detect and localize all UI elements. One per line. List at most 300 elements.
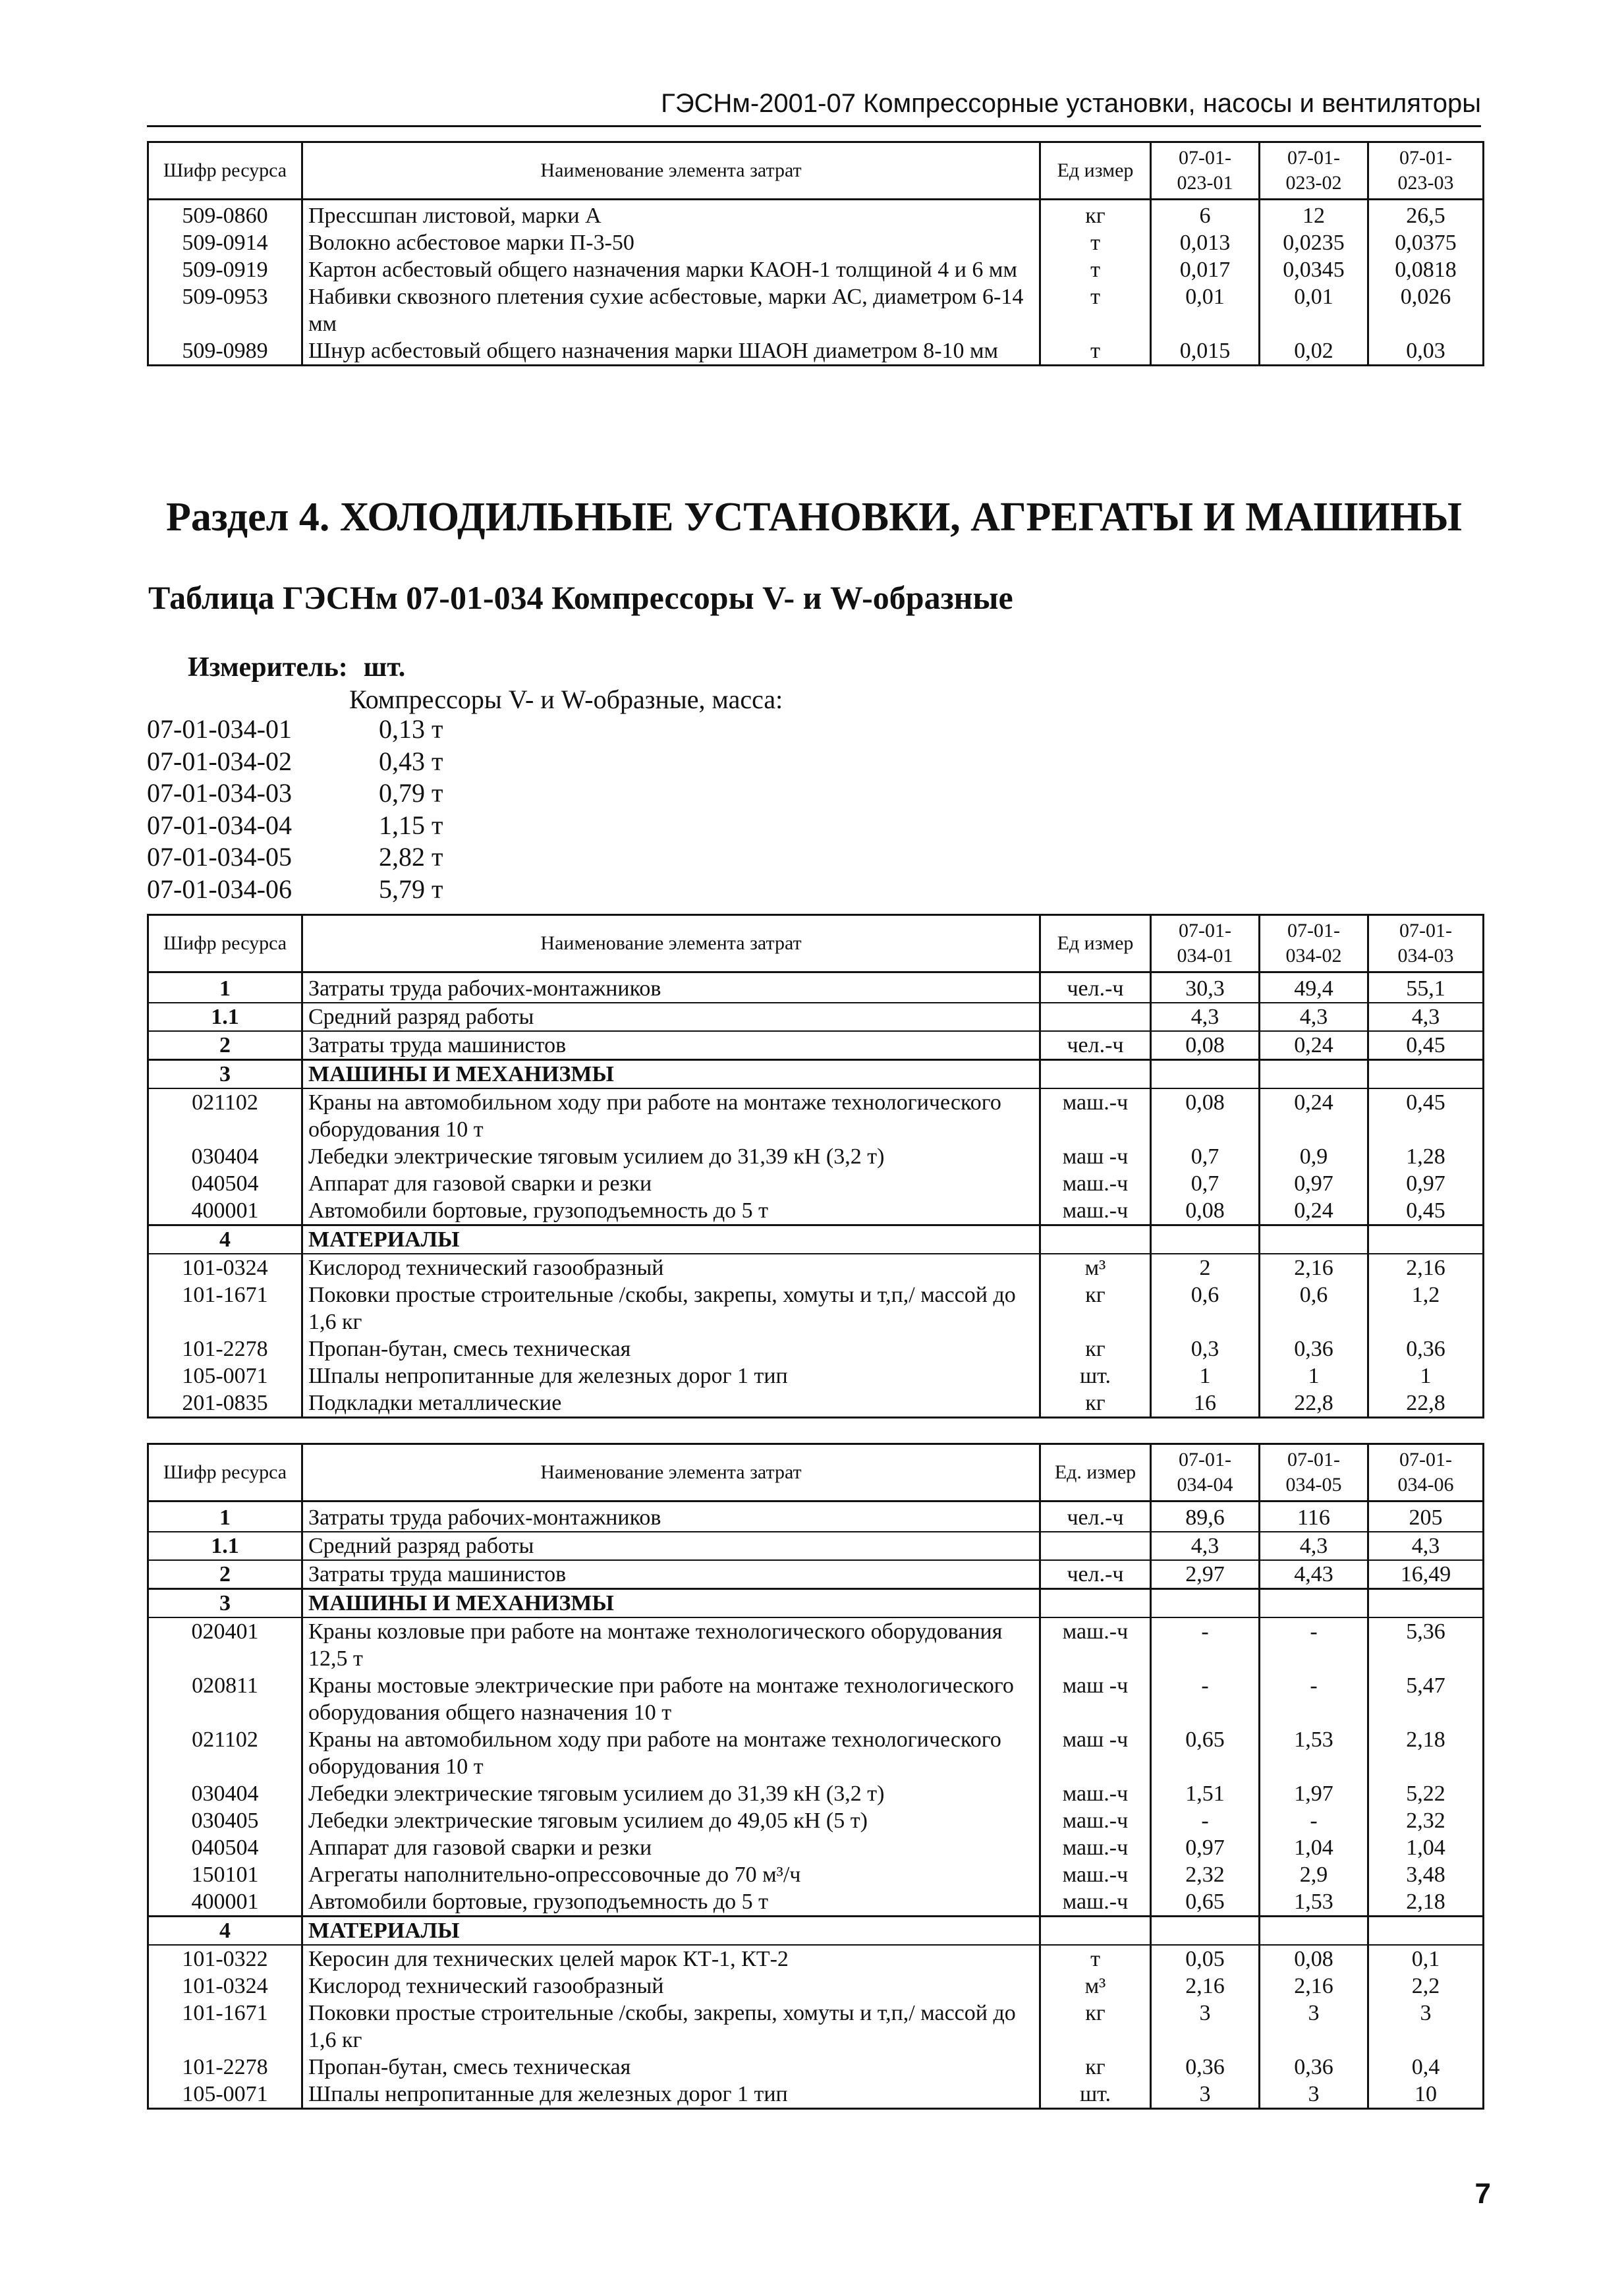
- cost-element-name: Прессшпан листовой, марки А: [302, 200, 1040, 230]
- unit: т: [1040, 337, 1151, 366]
- mass-row: [147, 746, 443, 778]
- value-col-1: 0,013: [1151, 229, 1260, 256]
- table-row: [148, 200, 1484, 230]
- value-col-3: [1368, 1225, 1484, 1254]
- unit: кг: [1040, 1389, 1151, 1418]
- value-col-2: [1260, 1225, 1368, 1254]
- value-col-3: 0,45: [1368, 1088, 1484, 1143]
- table-row: [148, 1197, 1484, 1225]
- resource-code: 105-0071: [148, 1362, 302, 1389]
- column-header-value-col-3: 07-01- 023-03: [1368, 142, 1484, 200]
- unit: м³: [1040, 1973, 1151, 2000]
- value-col-3: 1: [1368, 1362, 1484, 1389]
- column-header-resource-code: Шифр ресурса: [148, 915, 302, 972]
- resource-code: 509-0953: [148, 283, 302, 337]
- table-row: [148, 1560, 1484, 1589]
- column-header-value-col-3: 07-01- 034-06: [1368, 1444, 1484, 1501]
- value-col-1: [1151, 1589, 1260, 1618]
- unit: [1040, 1060, 1151, 1089]
- value-col-1: 0,36: [1151, 2054, 1260, 2081]
- value-col-3: [1368, 1589, 1484, 1618]
- cost-element-name: Краны мостовые электрические при работе на монтаже технологического оборудования общего назначения 10 т: [302, 1672, 1040, 1726]
- mass-row: [147, 841, 443, 874]
- value-col-2: 12: [1260, 200, 1368, 230]
- value-col-1: 0,08: [1151, 1197, 1260, 1225]
- unit: т: [1040, 256, 1151, 283]
- table-row: [148, 1861, 1484, 1888]
- unit: м³: [1040, 1254, 1151, 1281]
- unit: чел.-ч: [1040, 1501, 1151, 1532]
- value-col-3: 10: [1368, 2081, 1484, 2109]
- value-col-1: 89,6: [1151, 1501, 1260, 1532]
- column-header-cost-element-name: Наименование элемента затрат: [302, 142, 1040, 200]
- header-row: [148, 142, 1484, 200]
- value-col-2: 0,01: [1260, 283, 1368, 337]
- cost-element-name: МАШИНЫ И МЕХАНИЗМЫ: [302, 1589, 1040, 1618]
- value-col-2: 1,04: [1260, 1834, 1368, 1861]
- mass-code: 07-01-034-03: [147, 778, 292, 808]
- value-col-3: 2,16: [1368, 1254, 1484, 1281]
- table-row: [148, 1254, 1484, 1281]
- cost-element-name: Шпалы непропитанные для железных дорог 1 тип: [302, 2081, 1040, 2109]
- section-title: Раздел 4. ХОЛОДИЛЬНЫЕ УСТАНОВКИ, АГРЕГАТЫ И МАШИНЫ: [166, 495, 1462, 540]
- value-col-1: -: [1151, 1617, 1260, 1672]
- meter-value: шт.: [363, 652, 406, 683]
- table-row: [148, 1617, 1484, 1672]
- value-col-2: 0,9: [1260, 1143, 1368, 1170]
- value-col-1: 0,7: [1151, 1170, 1260, 1197]
- unit: маш.-ч: [1040, 1170, 1151, 1197]
- table-row: [148, 1225, 1484, 1254]
- resource-code: 040504: [148, 1170, 302, 1197]
- table-row: [148, 1726, 1484, 1780]
- value-col-3: [1368, 1917, 1484, 1946]
- cost-element-name: Набивки сквозного плетения сухие асбестовые, марки АС, диаметром 6-14 мм: [302, 283, 1040, 337]
- mass-row: [147, 810, 443, 842]
- mass-header: Компрессоры V- и W-образные, масса:: [349, 685, 783, 714]
- value-col-1: [1151, 1225, 1260, 1254]
- table-row: [148, 1501, 1484, 1532]
- table-row: [148, 2000, 1484, 2054]
- value-col-2: 0,24: [1260, 1031, 1368, 1060]
- cost-element-name: Затраты труда машинистов: [302, 1031, 1040, 1060]
- cost-element-name: Автомобили бортовые, грузоподъемность до 5 т: [302, 1888, 1040, 1917]
- cost-element-name: Шнур асбестовый общего назначения марки ШАОН диаметром 8-10 мм: [302, 337, 1040, 366]
- column-header-value-col-1: 07-01- 023-01: [1151, 142, 1260, 200]
- mass-value: 2,82 т: [379, 842, 443, 872]
- unit: маш.-ч: [1040, 1807, 1151, 1834]
- cost-element-name: Затраты труда машинистов: [302, 1560, 1040, 1589]
- table-row: [148, 1589, 1484, 1618]
- resource-code: 101-2278: [148, 1335, 302, 1362]
- value-col-3: 1,2: [1368, 1281, 1484, 1335]
- value-col-3: 5,22: [1368, 1780, 1484, 1807]
- unit: кг: [1040, 200, 1151, 230]
- value-col-1: 0,05: [1151, 1945, 1260, 1973]
- column-header-unit: Ед измер: [1040, 142, 1151, 200]
- meter: [188, 651, 405, 684]
- value-col-1: -: [1151, 1672, 1260, 1726]
- table-row: [148, 1170, 1484, 1197]
- value-col-1: 4,3: [1151, 1532, 1260, 1560]
- resource-code: 1: [148, 972, 302, 1003]
- unit: [1040, 1589, 1151, 1618]
- value-col-1: 0,6: [1151, 1281, 1260, 1335]
- cost-element-name: Средний разряд работы: [302, 1003, 1040, 1031]
- resource-code: 509-0989: [148, 337, 302, 366]
- cost-element-name: Поковки простые строительные /скобы, закрепы, хомуты и т,п,/ массой до 1,6 кг: [302, 2000, 1040, 2054]
- value-col-3: 0,0375: [1368, 229, 1484, 256]
- value-col-1: 3: [1151, 2000, 1260, 2054]
- resource-code: 3: [148, 1589, 302, 1618]
- cost-element-name: МАТЕРИАЛЫ: [302, 1917, 1040, 1946]
- cost-element-name: Пропан-бутан, смесь техническая: [302, 1335, 1040, 1362]
- unit: маш -ч: [1040, 1726, 1151, 1780]
- unit: [1040, 1225, 1151, 1254]
- value-col-3: 55,1: [1368, 972, 1484, 1003]
- mass-value: 0,43 т: [379, 746, 443, 776]
- value-col-1: 0,015: [1151, 337, 1260, 366]
- mass-code: 07-01-034-04: [147, 810, 292, 840]
- value-col-3: 1,04: [1368, 1834, 1484, 1861]
- value-col-1: 0,7: [1151, 1143, 1260, 1170]
- running-header: ГЭСНм-2001-07 Компрессорные установки, насосы и вентиляторы: [147, 84, 1481, 127]
- value-col-2: 0,36: [1260, 2054, 1368, 2081]
- resource-code: 101-2278: [148, 2054, 302, 2081]
- resource-code: 201-0835: [148, 1389, 302, 1418]
- unit: маш.-ч: [1040, 1088, 1151, 1143]
- value-col-2: 0,0345: [1260, 256, 1368, 283]
- cost-element-name: Аппарат для газовой сварки и резки: [302, 1834, 1040, 1861]
- value-col-2: 22,8: [1260, 1389, 1368, 1418]
- value-col-1: 4,3: [1151, 1003, 1260, 1031]
- resource-code: 021102: [148, 1726, 302, 1780]
- value-col-1: 0,97: [1151, 1834, 1260, 1861]
- column-header-value-col-2: 07-01- 034-05: [1260, 1444, 1368, 1501]
- value-col-2: 1: [1260, 1362, 1368, 1389]
- value-col-1: 3: [1151, 2081, 1260, 2109]
- value-col-1: 2: [1151, 1254, 1260, 1281]
- value-col-2: 0,6: [1260, 1281, 1368, 1335]
- resource-code: 509-0919: [148, 256, 302, 283]
- unit: маш.-ч: [1040, 1197, 1151, 1225]
- column-header-value-col-1: 07-01- 034-01: [1151, 915, 1260, 972]
- resource-code: 1.1: [148, 1003, 302, 1031]
- unit: [1040, 1003, 1151, 1031]
- value-col-3: 0,0818: [1368, 256, 1484, 283]
- value-col-3: 2,32: [1368, 1807, 1484, 1834]
- value-col-1: 0,65: [1151, 1888, 1260, 1917]
- table-row: [148, 1362, 1484, 1389]
- mass-code: 07-01-034-05: [147, 842, 292, 872]
- cost-element-name: Средний разряд работы: [302, 1532, 1040, 1560]
- value-col-2: 4,3: [1260, 1003, 1368, 1031]
- table-row: [148, 1281, 1484, 1335]
- column-header-value-col-2: 07-01- 034-02: [1260, 915, 1368, 972]
- cost-element-name: Кислород технический газообразный: [302, 1254, 1040, 1281]
- unit: шт.: [1040, 2081, 1151, 2109]
- cost-element-name: Агрегаты наполнительно-опрессовочные до 70 м³/ч: [302, 1861, 1040, 1888]
- resource-code: 030405: [148, 1807, 302, 1834]
- cost-element-name: Краны козловые при работе на монтаже технологического оборудования 12,5 т: [302, 1617, 1040, 1672]
- resource-table-023: [147, 141, 1484, 366]
- value-col-2: 4,3: [1260, 1532, 1368, 1560]
- value-col-2: 3: [1260, 2000, 1368, 2054]
- mass-row: [147, 777, 443, 810]
- cost-element-name: МАТЕРИАЛЫ: [302, 1225, 1040, 1254]
- table-row: [148, 1088, 1484, 1143]
- cost-element-name: Аппарат для газовой сварки и резки: [302, 1170, 1040, 1197]
- value-col-1: -: [1151, 1807, 1260, 1834]
- value-col-2: [1260, 1060, 1368, 1089]
- table-row: [148, 1834, 1484, 1861]
- value-col-3: 16,49: [1368, 1560, 1484, 1589]
- value-col-1: 0,08: [1151, 1031, 1260, 1060]
- resource-code: 101-0324: [148, 1254, 302, 1281]
- value-col-1: [1151, 1060, 1260, 1089]
- value-col-1: 0,08: [1151, 1088, 1260, 1143]
- value-col-3: 2,18: [1368, 1888, 1484, 1917]
- value-col-1: 2,16: [1151, 1973, 1260, 2000]
- column-header-value-col-3: 07-01- 034-03: [1368, 915, 1484, 972]
- resource-code: 400001: [148, 1197, 302, 1225]
- value-col-3: 4,3: [1368, 1532, 1484, 1560]
- column-header-value-col-1: 07-01- 034-04: [1151, 1444, 1260, 1501]
- value-col-2: [1260, 1589, 1368, 1618]
- resource-code: 400001: [148, 1888, 302, 1917]
- unit: т: [1040, 1945, 1151, 1973]
- cost-element-name: Лебедки электрические тяговым усилием до 49,05 кН (5 т): [302, 1807, 1040, 1834]
- value-col-3: 2,18: [1368, 1726, 1484, 1780]
- value-col-2: -: [1260, 1807, 1368, 1834]
- meter-label: Измеритель:: [188, 652, 348, 683]
- resource-code: 030404: [148, 1780, 302, 1807]
- cost-element-name: Поковки простые строительные /скобы, закрепы, хомуты и т,п,/ массой до 1,6 кг: [302, 1281, 1040, 1335]
- table-row: [148, 2081, 1484, 2109]
- column-header-cost-element-name: Наименование элемента затрат: [302, 1444, 1040, 1501]
- cost-element-name: Шпалы непропитанные для железных дорог 1 тип: [302, 1362, 1040, 1389]
- cost-element-name: Лебедки электрические тяговым усилием до 31,39 кН (3,2 т): [302, 1780, 1040, 1807]
- unit: т: [1040, 229, 1151, 256]
- cost-element-name: МАШИНЫ И МЕХАНИЗМЫ: [302, 1060, 1040, 1089]
- value-col-2: -: [1260, 1617, 1368, 1672]
- value-col-1: 0,01: [1151, 283, 1260, 337]
- value-col-1: 16: [1151, 1389, 1260, 1418]
- table-row: [148, 1807, 1484, 1834]
- value-col-3: 4,3: [1368, 1003, 1484, 1031]
- mass-list: [147, 714, 443, 905]
- table-row: [148, 1031, 1484, 1060]
- cost-element-name: Лебедки электрические тяговым усилием до 31,39 кН (3,2 т): [302, 1143, 1040, 1170]
- resource-code: 150101: [148, 1861, 302, 1888]
- value-col-2: 116: [1260, 1501, 1368, 1532]
- value-col-2: 0,02: [1260, 337, 1368, 366]
- resource-code: 3: [148, 1060, 302, 1089]
- table-row: [148, 972, 1484, 1003]
- value-col-3: 0,45: [1368, 1197, 1484, 1225]
- value-col-1: 0,017: [1151, 256, 1260, 283]
- column-header-value-col-2: 07-01- 023-02: [1260, 142, 1368, 200]
- value-col-1: 1: [1151, 1362, 1260, 1389]
- resource-code: 1.1: [148, 1532, 302, 1560]
- table-row: [148, 256, 1484, 283]
- value-col-3: 5,36: [1368, 1617, 1484, 1672]
- header-row: [148, 1444, 1484, 1501]
- unit: [1040, 1532, 1151, 1560]
- cost-element-name: Краны на автомобильном ходу при работе на монтаже технологического оборудования 10 т: [302, 1726, 1040, 1780]
- value-col-3: 1,28: [1368, 1143, 1484, 1170]
- value-col-3: 0,36: [1368, 1335, 1484, 1362]
- value-col-2: 2,9: [1260, 1861, 1368, 1888]
- resource-table-034-01-03: [147, 914, 1484, 1418]
- value-col-1: [1151, 1917, 1260, 1946]
- value-col-3: 22,8: [1368, 1389, 1484, 1418]
- column-header-resource-code: Шифр ресурса: [148, 142, 302, 200]
- value-col-1: 2,97: [1151, 1560, 1260, 1589]
- cost-element-name: Пропан-бутан, смесь техническая: [302, 2054, 1040, 2081]
- value-col-2: 0,24: [1260, 1197, 1368, 1225]
- resource-code: 509-0860: [148, 200, 302, 230]
- table-row: [148, 1389, 1484, 1418]
- value-col-1: 1,51: [1151, 1780, 1260, 1807]
- value-col-2: 3: [1260, 2081, 1368, 2109]
- header-row: [148, 915, 1484, 972]
- resource-code: 105-0071: [148, 2081, 302, 2109]
- value-col-3: 3: [1368, 2000, 1484, 2054]
- cost-element-name: Затраты труда рабочих-монтажников: [302, 972, 1040, 1003]
- value-col-3: 2,2: [1368, 1973, 1484, 2000]
- unit: чел.-ч: [1040, 1031, 1151, 1060]
- table-row: [148, 1945, 1484, 1973]
- value-col-2: 0,36: [1260, 1335, 1368, 1362]
- value-col-3: 0,4: [1368, 2054, 1484, 2081]
- value-col-3: 5,47: [1368, 1672, 1484, 1726]
- value-col-2: 0,0235: [1260, 229, 1368, 256]
- unit: маш -ч: [1040, 1672, 1151, 1726]
- value-col-1: 0,3: [1151, 1335, 1260, 1362]
- value-col-3: 205: [1368, 1501, 1484, 1532]
- value-col-2: 4,43: [1260, 1560, 1368, 1589]
- value-col-3: 0,026: [1368, 283, 1484, 337]
- unit: чел.-ч: [1040, 1560, 1151, 1589]
- table-row: [148, 1003, 1484, 1031]
- mass-row: [147, 714, 443, 746]
- cost-element-name: Краны на автомобильном ходу при работе на монтаже технологического оборудования 10 т: [302, 1088, 1040, 1143]
- table-row: [148, 1143, 1484, 1170]
- unit: кг: [1040, 2000, 1151, 2054]
- table-row: [148, 2054, 1484, 2081]
- resource-code: 2: [148, 1560, 302, 1589]
- value-col-1: 6: [1151, 200, 1260, 230]
- cost-element-name: Затраты труда рабочих-монтажников: [302, 1501, 1040, 1532]
- unit: маш.-ч: [1040, 1834, 1151, 1861]
- value-col-2: 49,4: [1260, 972, 1368, 1003]
- value-col-3: [1368, 1060, 1484, 1089]
- cost-element-name: Волокно асбестовое марки П-3-50: [302, 229, 1040, 256]
- value-col-3: 0,03: [1368, 337, 1484, 366]
- table-row: [148, 1532, 1484, 1560]
- unit: кг: [1040, 1335, 1151, 1362]
- cost-element-name: Кислород технический газообразный: [302, 1973, 1040, 2000]
- mass-value: 0,13 т: [379, 714, 443, 744]
- table-row: [148, 1672, 1484, 1726]
- unit: чел.-ч: [1040, 972, 1151, 1003]
- resource-code: 101-1671: [148, 2000, 302, 2054]
- resource-code: 4: [148, 1225, 302, 1254]
- table-row: [148, 337, 1484, 366]
- resource-code: 2: [148, 1031, 302, 1060]
- mass-code: 07-01-034-06: [147, 874, 292, 904]
- cost-element-name: Автомобили бортовые, грузоподъемность до 5 т: [302, 1197, 1040, 1225]
- unit: маш.-ч: [1040, 1780, 1151, 1807]
- mass-code: 07-01-034-02: [147, 746, 292, 776]
- unit: [1040, 1917, 1151, 1946]
- unit: маш.-ч: [1040, 1888, 1151, 1917]
- resource-code: 020401: [148, 1617, 302, 1672]
- table-row: [148, 1888, 1484, 1917]
- value-col-2: 1,53: [1260, 1888, 1368, 1917]
- resource-code: 1: [148, 1501, 302, 1532]
- resource-code: 040504: [148, 1834, 302, 1861]
- value-col-3: 0,45: [1368, 1031, 1484, 1060]
- value-col-2: 2,16: [1260, 1254, 1368, 1281]
- mass-row: [147, 874, 443, 906]
- value-col-3: 0,1: [1368, 1945, 1484, 1973]
- table-row: [148, 1060, 1484, 1089]
- value-col-2: 2,16: [1260, 1973, 1368, 2000]
- value-col-2: 1,97: [1260, 1780, 1368, 1807]
- unit: шт.: [1040, 1362, 1151, 1389]
- value-col-2: 1,53: [1260, 1726, 1368, 1780]
- table-row: [148, 1973, 1484, 2000]
- resource-code: 020811: [148, 1672, 302, 1726]
- value-col-2: [1260, 1917, 1368, 1946]
- column-header-resource-code: Шифр ресурса: [148, 1444, 302, 1501]
- value-col-3: 3,48: [1368, 1861, 1484, 1888]
- column-header-cost-element-name: Наименование элемента затрат: [302, 915, 1040, 972]
- value-col-3: 26,5: [1368, 200, 1484, 230]
- table-row: [148, 1780, 1484, 1807]
- unit: маш.-ч: [1040, 1617, 1151, 1672]
- resource-code: 509-0914: [148, 229, 302, 256]
- value-col-2: 0,08: [1260, 1945, 1368, 1973]
- value-col-1: 0,65: [1151, 1726, 1260, 1780]
- mass-value: 1,15 т: [379, 810, 443, 840]
- value-col-1: 30,3: [1151, 972, 1260, 1003]
- resource-code: 4: [148, 1917, 302, 1946]
- unit: кг: [1040, 1281, 1151, 1335]
- resource-code: 101-1671: [148, 1281, 302, 1335]
- resource-code: 101-0324: [148, 1973, 302, 2000]
- unit: т: [1040, 283, 1151, 337]
- unit: маш.-ч: [1040, 1861, 1151, 1888]
- column-header-unit: Ед. измер: [1040, 1444, 1151, 1501]
- value-col-2: -: [1260, 1672, 1368, 1726]
- table-row: [148, 283, 1484, 337]
- unit: кг: [1040, 2054, 1151, 2081]
- mass-value: 0,79 т: [379, 778, 443, 808]
- value-col-3: 0,97: [1368, 1170, 1484, 1197]
- mass-value: 5,79 т: [379, 874, 443, 904]
- unit: маш -ч: [1040, 1143, 1151, 1170]
- page-number: 7: [1474, 2177, 1491, 2210]
- resource-table-034-04-06: [147, 1443, 1484, 2110]
- cost-element-name: Подкладки металлические: [302, 1389, 1040, 1418]
- value-col-2: 0,24: [1260, 1088, 1368, 1143]
- table-row: [148, 1917, 1484, 1946]
- value-col-1: 2,32: [1151, 1861, 1260, 1888]
- table-row: [148, 229, 1484, 256]
